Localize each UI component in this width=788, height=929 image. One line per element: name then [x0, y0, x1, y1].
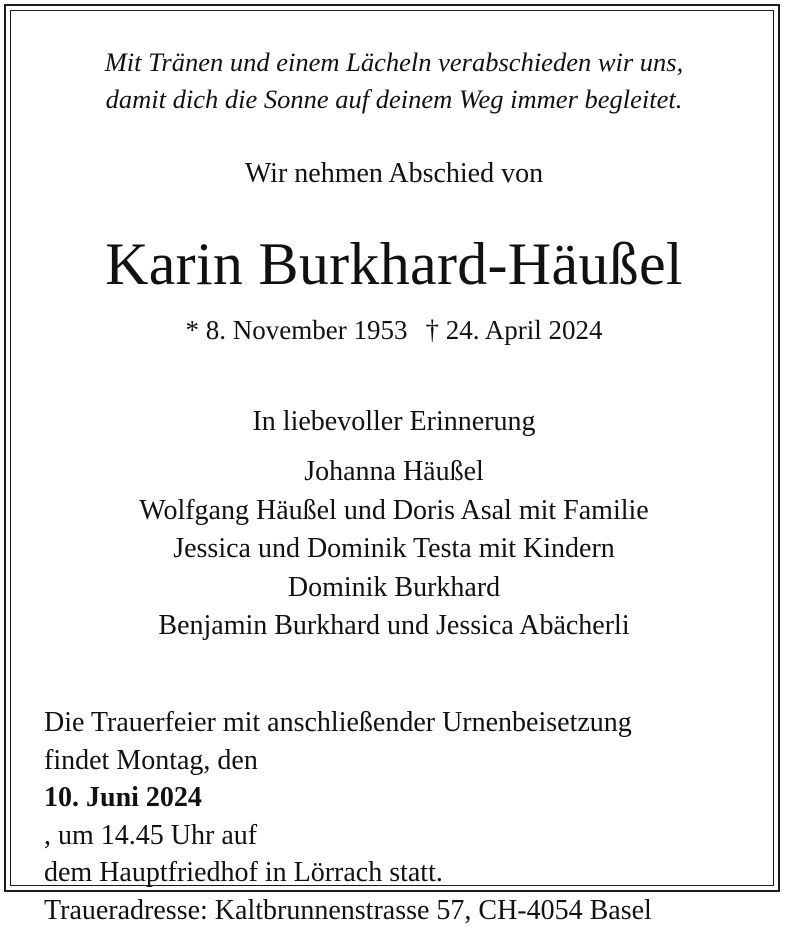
intro-text: Wir nehmen Abschied von [0, 156, 788, 192]
mourner-item: Jessica und Dominik Testa mit Kindern [0, 530, 788, 569]
service-info [44, 704, 764, 929]
memory-heading: In liebevoller Erinnerung [0, 404, 788, 440]
service-line-1: Die Trauerfeier mit anschließender Urnenbeisetzung [44, 704, 764, 742]
motto-line-2: damit dich die Sonne auf deinem Weg immer begleitet. [0, 81, 788, 118]
mourners-list [0, 453, 788, 646]
death-date: † 24. April 2024 [425, 315, 602, 345]
motto-line-1: Mit Tränen und einem Lächeln verabschieden wir uns, [0, 44, 788, 81]
birth-date: * 8. November 1953 [186, 315, 408, 345]
service-line-2 [44, 742, 764, 855]
motto [0, 44, 788, 118]
service-line-3: dem Hauptfriedhof in Lörrach statt. [44, 854, 764, 892]
service-line-2-pre: findet Montag, den [44, 742, 764, 780]
mourner-item: Wolfgang Häußel und Doris Asal mit Familie [0, 492, 788, 531]
life-dates [0, 312, 788, 348]
deceased-name: Karin Burkhard-Häußel [0, 226, 788, 302]
service-line-2-post: , um 14.45 Uhr auf [44, 817, 764, 855]
mourning-address: Traueradresse: Kaltbrunnenstrasse 57, CH-4054 Basel [44, 892, 764, 929]
service-date: 10. Juni 2024 [44, 782, 202, 813]
mourner-item: Dominik Burkhard [0, 569, 788, 608]
mourner-item: Benjamin Burkhard und Jessica Abächerli [0, 607, 788, 646]
mourner-item: Johanna Häußel [0, 453, 788, 492]
